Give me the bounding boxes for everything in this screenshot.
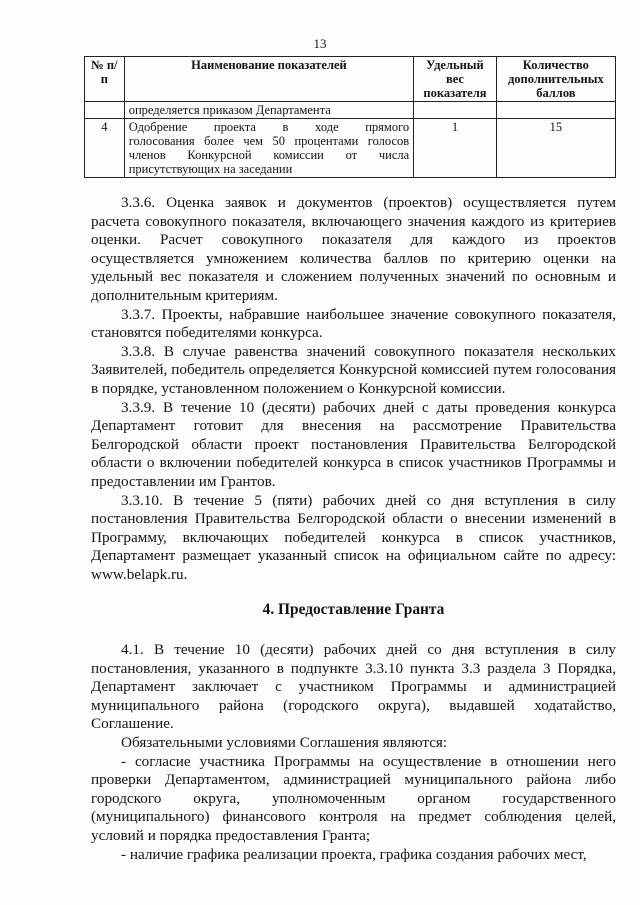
condition-item: - наличие графика реализации проекта, графика создания рабочих мест, bbox=[121, 845, 587, 863]
row-name-line: членов Конкурсной комиссии от числа bbox=[128, 148, 410, 162]
table-header-row bbox=[85, 57, 616, 102]
row-name-line: Одобрение проекта в ходе прямого bbox=[128, 120, 410, 134]
paragraph-3-3-10: 3.3.10. В течение 5 (пяти) рабочих дней со дня вступления в силу постановления Правительства Белгородской области о внесении изменений в Программу, включающих победителей конкурса в список участников, Департамент размещает указанный список на официальном сайте по адресу: www.belapk.ru. bbox=[91, 491, 616, 583]
row-number: 4 bbox=[85, 119, 125, 178]
paragraph-3-3-6: 3.3.6. Оценка заявок и документов (проектов) осуществляется путем расчета совокупного показателя, включающего значения каждого из критериев оценки. Расчет совокупного показателя для каждого из проектов осуществляется умножением количества баллов по критерию оценки на удельный вес показателя и сложением полученных значений по основным и дополнительным критериям. bbox=[91, 194, 616, 304]
paragraph-4-1: 4.1. В течение 10 (десяти) рабочих дней со дня вступления в силу постановления, указанного в подпункте 3.3.10 пункта 3.3 раздела 3 Порядка, Департамент заключает с участником Программы и администрацией муниципального района (городского округа), выдавшей ходатайство, Соглашение. bbox=[91, 641, 616, 733]
row-name-line: голосования более чем 50 процентами голосов bbox=[128, 134, 410, 148]
document-body bbox=[91, 194, 616, 864]
row-points: 15 bbox=[496, 119, 615, 178]
continuation-text: определяется приказом Департамента bbox=[124, 102, 413, 119]
row-weight: 1 bbox=[414, 119, 497, 178]
section-heading: 4. Предоставление Гранта bbox=[262, 601, 445, 619]
condition-item: - согласие участника Программы на осуществление в отношении него проверки Департаментом, администрацией муниципального района либо городского округа, уполномоченным органом государственного (муниципального) финансового контроля на предмет соблюдения целей, условий и порядка предоставления Гранта; bbox=[91, 752, 616, 844]
header-weight: Удельный вес показателя bbox=[414, 57, 497, 102]
conditions-intro: Обязательными условиями Соглашения являются: bbox=[121, 734, 448, 752]
table-row-continuation bbox=[85, 102, 616, 119]
row-indicator-name bbox=[124, 119, 413, 178]
row-name-line: присутствующих на заседании bbox=[128, 162, 293, 176]
header-number: № п/п bbox=[85, 57, 125, 102]
paragraph-3-3-8: 3.3.8. В случае равенства значений совокупного показателя нескольких Заявителей, победитель определяется Конкурсной комиссией путем голосования в порядке, установленном положением о Конкурсной комиссии. bbox=[91, 342, 616, 397]
paragraph-3-3-9: 3.3.9. В течение 10 (десяти) рабочих дней с даты проведения конкурса Департамент готовит для внесения на рассмотрение Правительства Белгородской области проект постановления Правительства Белгородской области о включении победителей конкурса в список участников Программы и предоставлении им Грантов. bbox=[91, 398, 616, 490]
header-additional-points: Количество дополнительных баллов bbox=[496, 57, 615, 102]
paragraph-3-3-7: 3.3.7. Проекты, набравшие наибольшее значение совокупного показателя, становятся победителями конкурса. bbox=[91, 305, 616, 342]
table-row bbox=[85, 119, 616, 178]
header-indicator-name: Наименование показателей bbox=[124, 57, 413, 102]
indicators-table bbox=[84, 56, 616, 178]
page-number: 13 bbox=[313, 36, 327, 51]
